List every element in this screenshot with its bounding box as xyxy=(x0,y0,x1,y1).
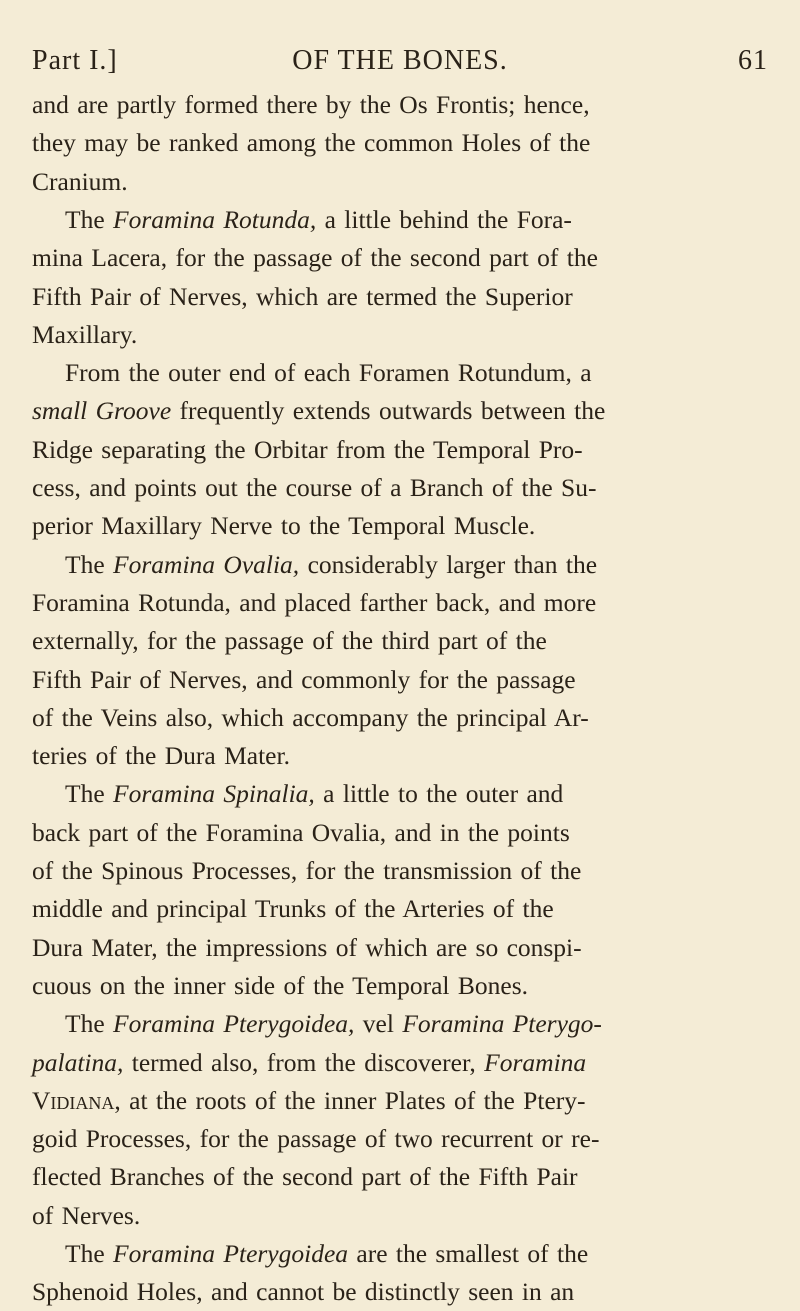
text-line xyxy=(32,890,768,928)
text-line xyxy=(65,1005,768,1043)
text-run: back part of the Foramina Ovalia, and in the points xyxy=(32,817,570,847)
italic-term: Foramina xyxy=(484,1047,587,1077)
text-line xyxy=(65,546,768,584)
text-line xyxy=(32,469,768,507)
italic-term: Foramina Pterygoidea xyxy=(113,1239,349,1268)
text-line xyxy=(32,86,768,124)
text-line xyxy=(32,929,768,967)
italic-term: small Groove xyxy=(32,396,172,426)
text-run: they may be ranked among the common Holes of the xyxy=(32,128,591,158)
text-run: cess, and points out the course of a Branch of the Su- xyxy=(32,473,597,502)
text-run: a little behind the Fora- xyxy=(316,204,572,234)
text-line xyxy=(65,201,768,239)
text-line xyxy=(32,278,768,316)
text-run: Sphenoid Holes, and cannot be distinctly seen in an xyxy=(32,1277,575,1307)
text-line xyxy=(65,775,768,813)
text-line xyxy=(32,737,768,775)
text-run: of the Spinous Processes, for the transmission of the xyxy=(32,856,582,885)
text-run: teries of the Dura Mater. xyxy=(32,741,290,771)
text-line xyxy=(32,392,768,430)
text-run: Ridge separating the Orbitar from the Temporal Pro- xyxy=(32,434,583,464)
text-run: Fifth Pair of Nerves, which are termed the Superior xyxy=(32,281,573,311)
text-line xyxy=(32,622,768,660)
text-line xyxy=(32,584,768,622)
text-line xyxy=(32,316,768,354)
text-line xyxy=(32,1120,768,1158)
text-run: The xyxy=(65,549,114,579)
text-run: The xyxy=(65,204,114,234)
text-run: Cranium. xyxy=(32,166,128,196)
text-run: goid Processes, for the passage of two recurrent or re- xyxy=(32,1124,600,1154)
text-line xyxy=(32,814,768,852)
italic-term: Foramina Pterygo- xyxy=(402,1009,602,1039)
text-run: of Nerves. xyxy=(32,1200,141,1230)
italic-term: Foramina Spinalia, xyxy=(113,779,315,809)
text-run: From the outer end of each Foramen Rotundum, a xyxy=(65,358,592,388)
text-run: at the roots of the inner Plates of the Ptery- xyxy=(120,1085,586,1115)
page-number: 61 xyxy=(738,45,768,76)
text-line xyxy=(32,699,768,737)
text-run: frequently extends outwards between the xyxy=(171,396,606,426)
text-line xyxy=(32,431,768,469)
text-run: vel xyxy=(354,1009,403,1039)
text-line xyxy=(32,1082,768,1120)
text-line xyxy=(32,852,768,890)
text-run: of the Veins also, which accompany the principal Ar- xyxy=(32,702,589,732)
chapter-title: OF THE BONES. xyxy=(292,45,508,76)
text-run: The xyxy=(65,1239,114,1268)
part-label: Part I.] xyxy=(32,45,118,76)
text-run: middle and principal Trunks of the Arteries of the xyxy=(32,894,554,924)
text-run: considerably larger than the xyxy=(299,549,598,579)
text-run: termed also, from the discoverer, xyxy=(123,1047,485,1077)
text-run: Maxillary. xyxy=(32,319,138,349)
text-line xyxy=(32,124,768,162)
italic-term: palatina, xyxy=(32,1047,124,1077)
text-run: The xyxy=(65,779,114,809)
text-run: Foramina Rotunda, and placed farther back, and more xyxy=(32,587,597,617)
text-line xyxy=(65,1235,768,1273)
text-line xyxy=(32,1197,768,1235)
text-line xyxy=(32,1158,768,1196)
text-run: a little to the outer and xyxy=(314,779,564,809)
text-run: perior Maxillary Nerve to the Temporal Muscle. xyxy=(32,511,536,541)
text-line xyxy=(32,967,768,1005)
text-run: mina Lacera, for the passage of the second part of the xyxy=(32,243,598,273)
italic-term: Foramina Pterygoidea, xyxy=(113,1009,355,1039)
text-run: and are partly formed there by the Os Frontis; hence, xyxy=(32,90,590,119)
text-run: cuous on the inner side of the Temporal Bones. xyxy=(32,970,529,1000)
text-run: flected Branches of the second part of the Fifth Pair xyxy=(32,1162,578,1192)
text-run: Dura Mater, the impressions of which are so conspi- xyxy=(32,932,582,962)
text-line xyxy=(32,1044,768,1082)
text-line xyxy=(32,239,768,277)
italic-term: Foramina Ovalia, xyxy=(113,549,300,579)
text-run: externally, for the passage of the third part of the xyxy=(32,626,547,656)
text-run: The xyxy=(65,1009,114,1039)
text-line xyxy=(65,354,768,392)
text-line xyxy=(32,507,768,545)
italic-term: Foramina Rotunda, xyxy=(113,204,317,234)
small-caps-term: Vidiana, xyxy=(32,1085,121,1115)
text-line xyxy=(32,661,768,699)
text-run: Fifth Pair of Nerves, and commonly for the passage xyxy=(32,664,576,694)
text-line xyxy=(32,163,768,201)
text-line xyxy=(32,1273,768,1311)
text-run: are the smallest of the xyxy=(348,1239,589,1268)
